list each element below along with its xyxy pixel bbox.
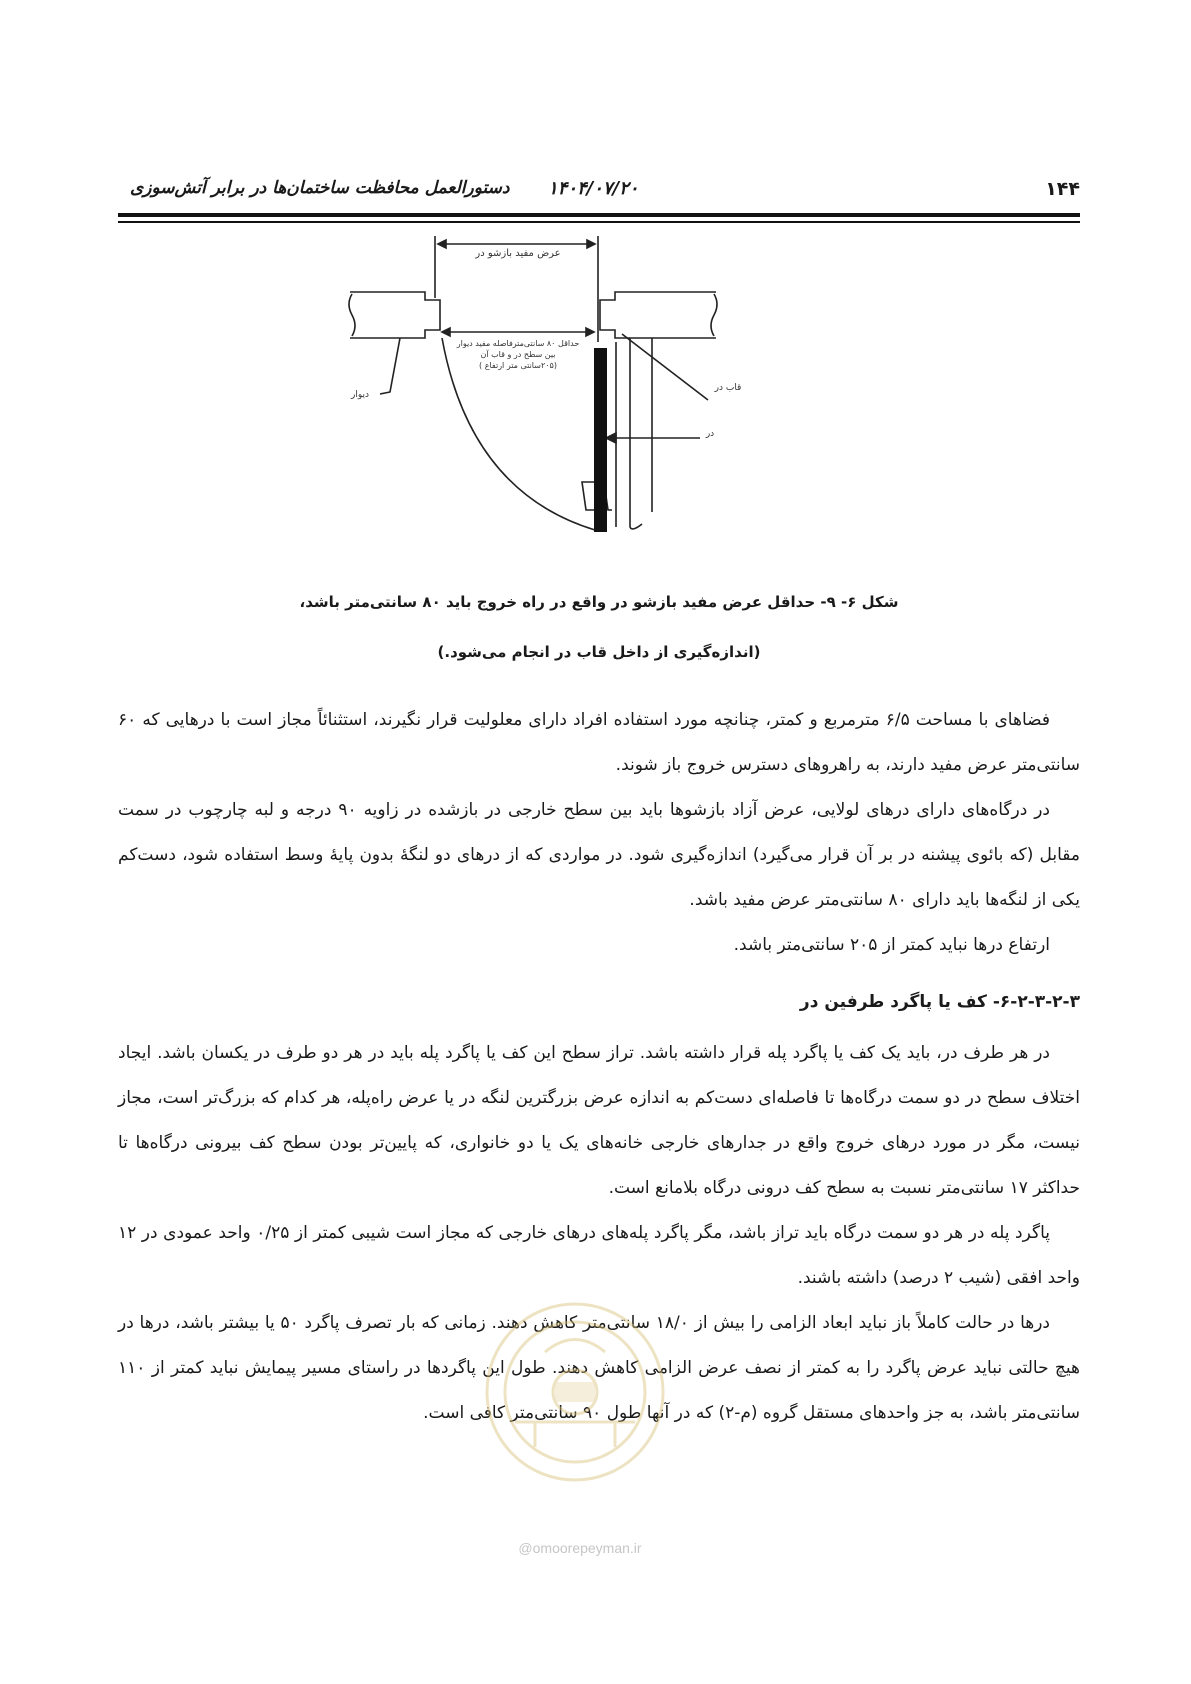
header-rule-thick bbox=[118, 213, 1080, 217]
label-wall: دیوار bbox=[350, 390, 370, 400]
paragraph-small-rooms: فضاهای با مساحت ۶/۵ مترمربع و کمتر، چنانچه مورد استفاده افراد دارای معلولیت قرار نگیرند، استثنائاً مجاز است با درهایی که ۶۰ سانتی‌متر عرض مفید دارند، به راهروهای دسترس خروج باز شوند. bbox=[118, 710, 1080, 775]
paragraph-hinged-doors: در درگاه‌های دارای درهای لولایی، عرض آزاد بازشوها باید بین سطح خارجی در بازشده در زاویه ۹۰ درجه و لبه چارچوب در سمت مقابل (که بائوی پیشنه در بر آن قرار می‌گیرد) اندازه‌گیری شود. در مواردی که از درهای دو لنگهٔ بدون پایهٔ وسط استفاده شود، دست‌کم یکی از لنگه‌ها باید دارای ۸۰ سانتی‌متر عرض مفید باشد. bbox=[118, 800, 1080, 910]
label-door: در bbox=[705, 429, 715, 439]
section-heading: ۶-۲-۳-۲-۳- کف یا پاگرد طرفین در bbox=[799, 992, 1080, 1012]
label-min-distance-1: حداقل ۸۰ سانتی‌مترفاصله مفید دیوار bbox=[456, 339, 580, 348]
paragraph-landing-slope: پاگرد پله در هر دو سمت درگاه باید تراز باشد، مگر پاگرد پله‌های درهای خارجی که مجاز است شیبی کمتر از ۰/۲۵ واحد عمودی در ۱۲ واحد افقی (شیب ۲ درصد) داشته باشند. bbox=[118, 1223, 1080, 1288]
label-min-distance-3: (۲۰۵سانتی متر ارتفاع ) bbox=[479, 361, 557, 370]
paragraph-landing-level: در هر طرف در، باید یک کف یا پاگرد پله قرار داشته باشد. تراز سطح این کف یا پاگرد پله باید در هر دو طرف در یکسان باشد. ایجاد اختلاف سطح در دو سمت درگاه‌ها تا فاصله‌ای دست‌کم به اندازه عرض بزرگترین لنگه در یا عرض راه‌پله، هر کدام که بزرگ‌تر است، مجاز نیست، مگر در مورد درهای خروج واقع در جدارهای خارجی خانه‌های یک یا دو خانواری، که پایین‌تر بودن سطح کف بیرونی درگاه‌ها تا حداکثر ۱۷ سانتی‌متر نسبت به سطح کف درونی درگاه بلامانع است. bbox=[118, 1043, 1080, 1198]
label-min-distance-2: بین سطح در و قاب آن bbox=[480, 350, 556, 359]
paragraph-landing-dimensions: درها در حالت کاملاً باز نباید ابعاد الزامی را بیش از ۱۸/۰ سانتی‌متر کاهش دهند. زمانی که بار تصرف پاگرد ۵۰ یا بیشتر باشد، درها در هیچ حالتی نباید عرض پاگرد را به کمتر از نصف عرض الزامی کاهش دهند. طول این پاگردها در راستای مسیر پیمایش نباید کمتر از ۱۱۰ سانتی‌متر باشد، به جز واحدهای مستقل گروه (م-۲) که در آنها طول ۹۰ سانتی‌متر کافی است. bbox=[118, 1313, 1080, 1423]
paragraph-door-height: ارتفاع درها نباید کمتر از ۲۰۵ سانتی‌متر باشد. bbox=[733, 935, 1050, 955]
body-text bbox=[118, 698, 1080, 1436]
page-number: ۱۴۴ bbox=[1045, 178, 1080, 200]
door-clear-width-diagram bbox=[350, 242, 780, 572]
watermark-site: @omoorepeyman.ir bbox=[518, 1540, 642, 1556]
page-header bbox=[118, 172, 1080, 212]
header-date: ۱۴۰۴/۰۷/۲۰ bbox=[548, 178, 639, 199]
left-wall bbox=[350, 292, 440, 338]
figure-caption-line2: (اندازه‌گیری از داخل قاب در انجام می‌شود.) bbox=[437, 643, 761, 661]
right-wall bbox=[600, 292, 716, 338]
label-frame: قاب در bbox=[714, 383, 742, 393]
header-title: دستورالعمل محافظت ساختمان‌ها در برابر آتش‌سوزی bbox=[130, 178, 510, 198]
label-clear-width: عرض مفید بازشو در bbox=[475, 248, 561, 259]
figure-caption-line1: شکل ۶- ۹- حداقل عرض مفید بازشو در واقع در راه خروج باید ۸۰ سانتی‌متر باشد، bbox=[299, 593, 899, 611]
header-rule-thin bbox=[118, 221, 1080, 223]
